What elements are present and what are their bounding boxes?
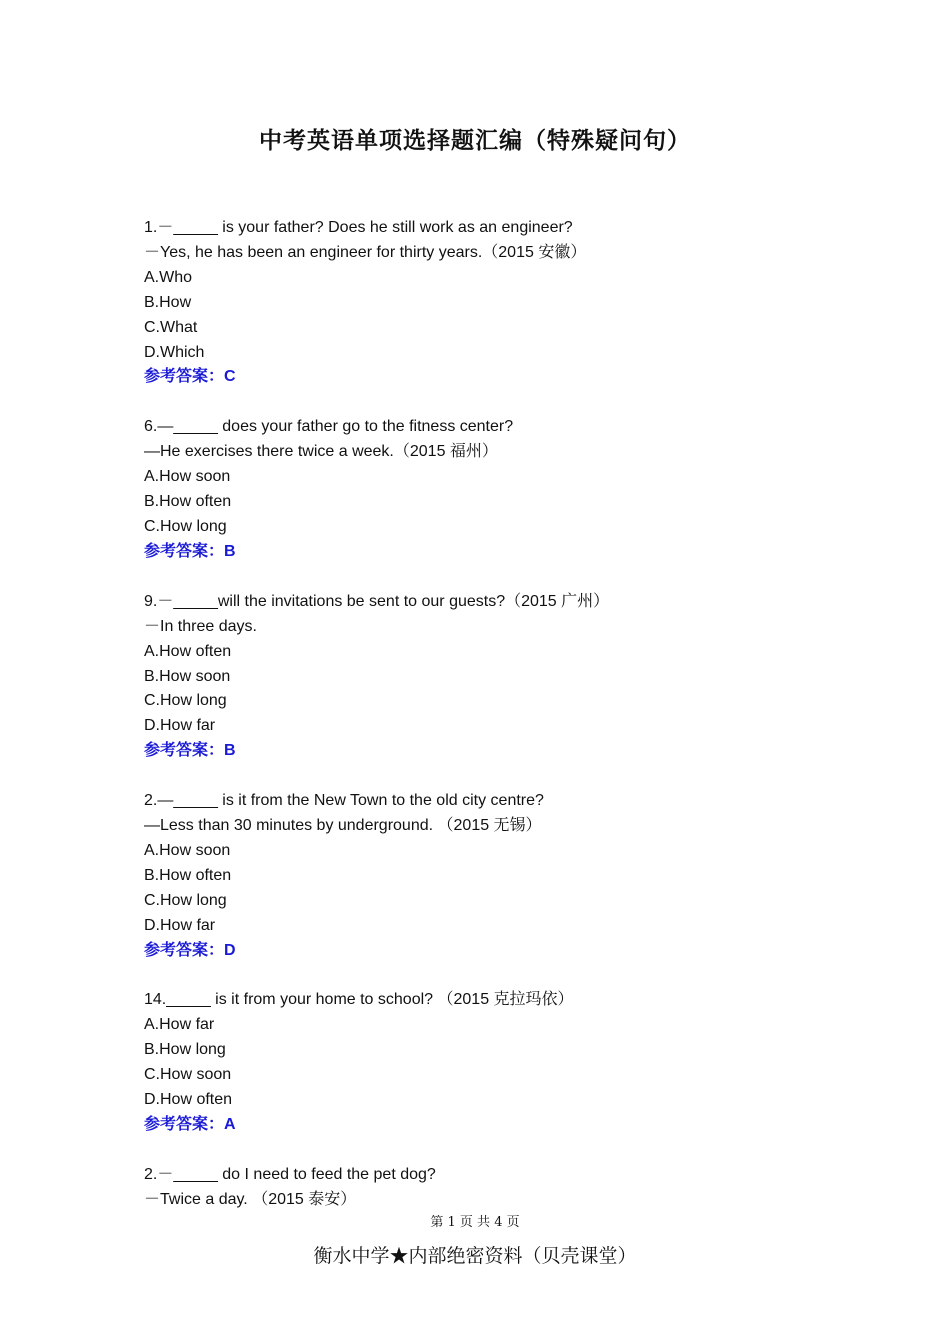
option-b: B.How long	[144, 1041, 226, 1059]
option-a: A.Who	[144, 268, 193, 286]
question-item	[144, 1163, 844, 1213]
document-title: 中考英语单项选择题汇编（特殊疑问句）	[259, 127, 691, 154]
option-d: D.How far	[144, 717, 216, 735]
option-c: C.What	[144, 318, 198, 336]
option-c: C.How long	[144, 692, 227, 710]
question-stem: 6.—_____ does your father go to the fitness center?	[144, 418, 514, 436]
question-list	[144, 216, 844, 1238]
option-b: B.How often	[144, 866, 232, 884]
reference-answer: 参考答案：C	[144, 368, 236, 386]
option-b: B.How	[144, 293, 192, 311]
option-c: C.How long	[144, 517, 227, 535]
option-a: A.How far	[144, 1016, 215, 1034]
question-item	[144, 415, 844, 564]
question-stem: 2.—_____ is it from the New Town to the old city centre?	[144, 792, 544, 810]
reference-answer: 参考答案：D	[144, 941, 236, 959]
option-d: D.How often	[144, 1091, 233, 1109]
question-response: —He exercises there twice a week.（2015 福州）	[144, 443, 498, 461]
option-d: D.How far	[144, 916, 216, 934]
question-item	[144, 590, 844, 764]
question-stem: 14._____ is it from your home to school? （2015 克拉玛依）	[144, 991, 574, 1009]
option-a: A.How soon	[144, 841, 231, 859]
option-c: C.How long	[144, 891, 227, 909]
option-c: C.How soon	[144, 1066, 232, 1084]
option-b: B.How soon	[144, 667, 231, 685]
question-item	[144, 988, 844, 1137]
option-d: D.Which	[144, 343, 205, 361]
question-item	[144, 789, 844, 963]
question-item	[144, 216, 844, 390]
question-response: －Twice a day. （2015 泰安）	[144, 1190, 357, 1208]
question-stem: 1.－_____ is your father? Does he still work as an engineer?	[144, 219, 573, 236]
question-response: －Yes, he has been an engineer for thirty years.（2015 安徽）	[144, 243, 587, 261]
reference-answer: 参考答案：A	[144, 1116, 236, 1133]
option-b: B.How often	[144, 493, 232, 511]
question-stem: 2.－_____ do I need to feed the pet dog?	[144, 1165, 436, 1183]
question-response: —Less than 30 minutes by underground. （2015 无锡）	[144, 817, 542, 835]
option-a: A.How often	[144, 642, 232, 660]
reference-answer: 参考答案：B	[144, 742, 236, 760]
page-number: 第 1 页 共 4 页	[430, 1215, 520, 1230]
option-a: A.How soon	[144, 468, 231, 486]
reference-answer: 参考答案：B	[144, 542, 236, 560]
question-response: －In three days.	[144, 617, 257, 635]
question-stem: 9.－_____will the invitations be sent to our guests?（2015 广州）	[144, 592, 610, 610]
footer-watermark-text: 衡水中学★内部绝密资料（贝壳课堂）	[313, 1245, 637, 1267]
